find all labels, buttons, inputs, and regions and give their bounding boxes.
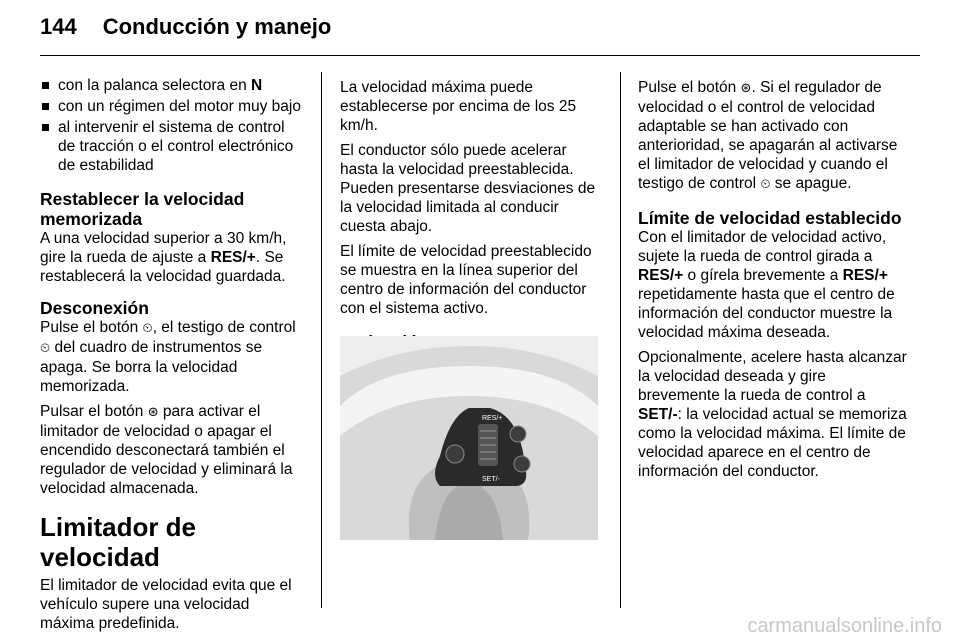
wheel-label-set: SET/- — [482, 476, 500, 483]
column-1 — [40, 76, 305, 639]
watermark: carmanualsonline.info — [747, 615, 942, 637]
header-title: Conducción y manejo — [102, 14, 332, 39]
steering-wheel-icon — [340, 336, 598, 540]
heading-desconexion: Desconexión — [40, 298, 149, 318]
header-rule — [40, 55, 920, 56]
speed-limiter-icon: ⏲ — [760, 177, 771, 192]
paragraph: Pulse el botón ⊛. Si el regulador de velocidad o el control de velocidad adaptable se han activado con anterioridad, se apagarán al activarse el limitador de velocidad y cuando el testigo de control ⏲ se apague. — [638, 79, 898, 192]
paragraph: Pulsar el botón ⊛ para activar el limitador de velocidad o apagar el encendido desconectará también el regulador de velocidad y eliminará la velocidad almacenada. — [40, 403, 293, 497]
column-divider-1 — [321, 72, 322, 608]
list-item: con la palanca selectora en N — [40, 76, 305, 95]
cruise-control-icon: ⏲ — [142, 321, 153, 336]
bullet-list — [40, 76, 305, 175]
heading-restablecer: Restablecer la velocidad memorizada — [40, 189, 245, 229]
column-3 — [638, 78, 910, 487]
paragraph: Con el limitador de velocidad activo, sujete la rueda de control girada a RES/+ o gírela brevemente a RES/+ repetidamente hasta que el centro de información del conductor muestre la velocidad máxima deseada. — [638, 229, 895, 341]
paragraph: A una velocidad superior a 30 km/h, gire la rueda de ajuste a RES/+. Se restablecerá la velocidad guardada. — [40, 230, 287, 285]
column-divider-2 — [620, 72, 621, 608]
paragraph: Pulse el botón ⏲, el testigo de control ⏲ del cuadro de instrumentos se apaga. Se borra la velocidad memorizada. — [40, 319, 296, 395]
heading-limitador: Limitador de velocidad — [40, 512, 197, 572]
column-2 — [340, 78, 605, 352]
steering-wheel-illustration — [340, 336, 598, 540]
speed-limiter-icon: ⊛ — [147, 405, 159, 420]
list-item: con un régimen del motor muy bajo — [40, 97, 305, 116]
paragraph: El límite de velocidad preestablecido se muestra en la línea superior del centro de información del conductor con el sistema activo. — [340, 243, 592, 317]
list-item: al intervenir el sistema de control de tracción o el control electrónico de estabilidad — [40, 118, 305, 175]
paragraph: El limitador de velocidad evita que el vehículo supere una velocidad máxima predefinida. — [40, 577, 292, 632]
wheel-label-res: RES/+ — [482, 415, 503, 422]
page-header — [40, 14, 331, 40]
cruise-control-icon: ⏲ — [40, 341, 51, 356]
page-number: 144 — [40, 14, 77, 39]
heading-limite: Límite de velocidad establecido — [638, 208, 902, 228]
paragraph: Opcionalmente, acelere hasta alcanzar la velocidad deseada y gire brevemente la rueda de control a SET/-: la velocidad actual se memoriza como la velocidad máxima. El límite de velocidad aparece en el centro de información del conductor. — [638, 349, 907, 480]
paragraph: La velocidad máxima puede establecerse por encima de los 25 km/h. — [340, 79, 577, 134]
speed-limiter-icon: ⊛ — [740, 81, 752, 96]
paragraph: El conductor sólo puede acelerar hasta la velocidad preestablecida. Pueden presentarse desviaciones de la velocidad limitada al conducir cuesta abajo. — [340, 142, 596, 235]
